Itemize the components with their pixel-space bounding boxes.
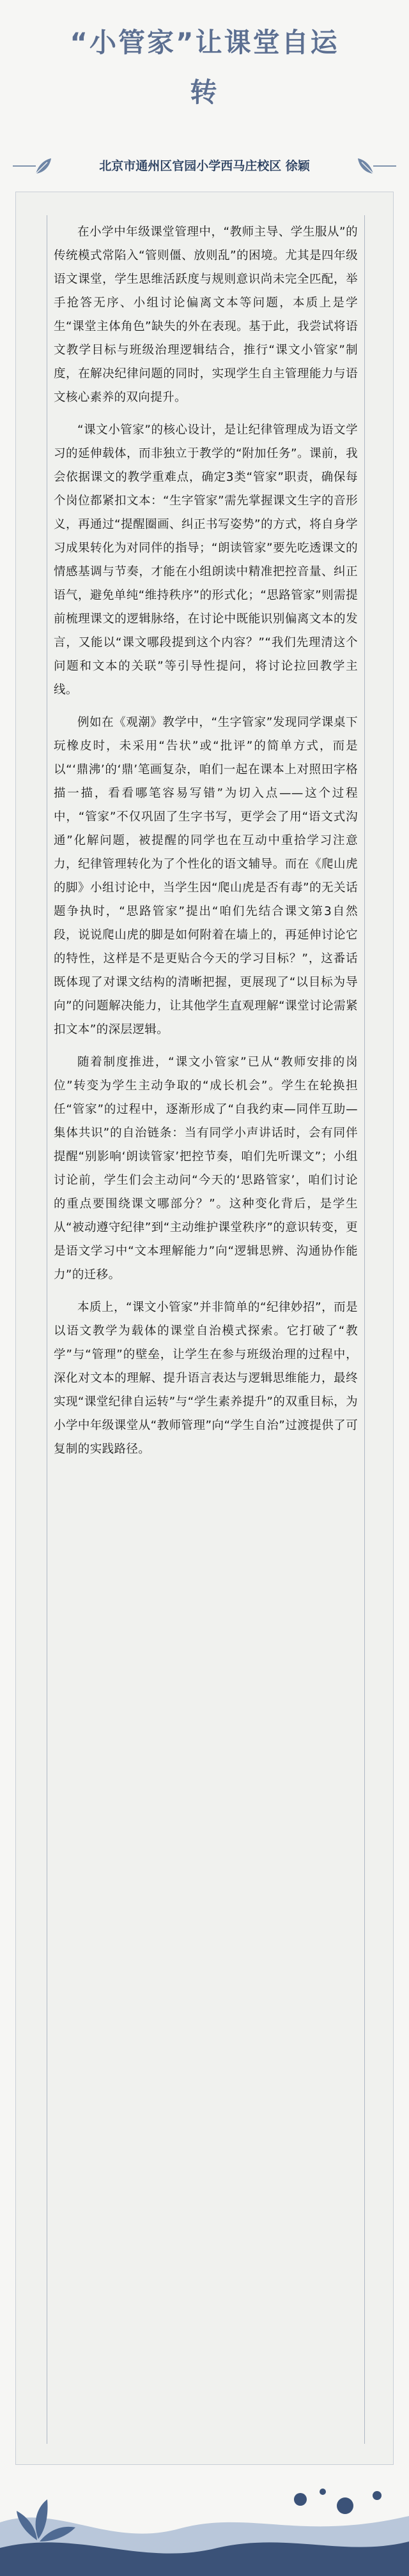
author-band bbox=[8, 153, 401, 179]
divider-left bbox=[13, 165, 36, 167]
paragraph-1: 在小学中年级课堂管理中，“教师主导、学生服从”的传统模式常陷入“管则僵、放则乱”的困境。尤其是四年级语文课堂，学生思维活跃度与规则意识尚未完全匹配，举手抢答无序、小组讨论偏离文本等问题，本质上是学生“课堂主体角色”缺失的外在表现。基于此，我尝试将语文教学目标与班级治理逻辑结合，推行“课文小管家”制度，在解决纪律问题的同时，实现学生自主管理能力与语文核心素养的双向提升。 bbox=[54, 225, 358, 404]
article-body bbox=[54, 220, 358, 1470]
title-line-1: “小管家”让课堂自运 bbox=[70, 27, 339, 58]
leaf-icon-left bbox=[33, 156, 54, 176]
article-frame bbox=[47, 215, 365, 2444]
page-title bbox=[0, 18, 409, 117]
divider-right bbox=[373, 165, 396, 167]
paragraph-2: “课文小管家”的核心设计，是让纪律管理成为语文学习的延伸载体，而非独立于教学的“附加任务”。课前，我会依据课文的教学重难点，确定3类“管家”职责，确保每个岗位都紧扣文本：“生字管家”需先掌握课文生字的音形义，再通过“提醒圈画、纠正书写姿势”的方式，将自身学习成果转化为对同伴的指导；“朗读管家”要先吃透课文的情感基调与节奏，才能在小组朗读中精准把控音量、纠正语气，避免单纯“维持秩序”的形式化；“思路管家”则需提前梳理课文的逻辑脉络，在讨论中既能识别偏离文本的发言，又能以“课文哪段提到这个内容？”“我们先理清这个问题和文本的关联”等引导性提问，将讨论拉回教学主线。 bbox=[54, 423, 358, 697]
article-panel bbox=[15, 192, 394, 2465]
dots-decoration bbox=[294, 2489, 382, 2514]
title-line-2: 转 bbox=[190, 77, 219, 108]
paragraph-5: 本质上，“课文小管家”并非简单的“纪律妙招”，而是以语文教学为载体的课堂自治模式探索。它打破了“教学”与“管理”的壁垒，让学生在参与班级治理的过程中，深化对文本的理解、提升语言表达与逻辑思维能力，最终实现“课堂纪律自运转”与“学生素养提升”的双重目标，为小学中年级课堂从“教师管理”向“学生自治”过渡提供了可复制的实践路径。 bbox=[54, 1301, 358, 1456]
paragraph-4: 随着制度推进，“课文小管家”已从“教师安排的岗位”转变为学生主动争取的“成长机会”。学生在轮换担任“管家”的过程中，逐渐形成了“自我约束—同伴互助—集体共识”的自治链条：当有同学小声讲话时，会有同伴提醒“别影响‘朗读管家’把控节奏，咱们先听课文”；小组讨论前，学生们会主动问“今天的‘思路管家’，咱们讨论的重点要围绕课文哪部分？”。这种变化背后，是学生从“被动遵守纪律”到“主动维护课堂秩序”的意识转变，更是语文学习中“文本理解能力”向“逻辑思辨、沟通协作能力”的迁移。 bbox=[54, 1056, 358, 1282]
paragraph-3: 例如在《观潮》教学中，“生字管家”发现同学课桌下玩橡皮时，未采用“告状”或“批评”的简单方式，而是以“‘鼎沸’的‘鼎’笔画复杂，咱们一起在课本上对照田字格描一描，看看哪笔容易写错”为切入点——这个过程中，“管家”不仅巩固了生字书写，更学会了用“语文式沟通”化解问题，被提醒的同学也在互动中重拾学习注意力，纪律管理转化为了个性化的语文辅导。而在《爬山虎的脚》小组讨论中，当学生因“爬山虎是否有毒”的无关话题争执时，“思路管家”提出“咱们先结合课文第3自然段，说说爬山虎的脚是如何附着在墙上的，再延伸讨论它的特性，这样是不是更贴合今天的学习目标？”，这番话既体现了对课文结构的清晰把握，更展现了“以目标为导向”的问题解决能力，让其他学生直观理解“课堂讨论需紧扣文本”的深层逻辑。 bbox=[54, 716, 358, 1036]
author-line: 北京市通州区官园小学西马庄校区 徐颖 bbox=[99, 159, 310, 173]
wave-decoration bbox=[0, 2478, 409, 2576]
